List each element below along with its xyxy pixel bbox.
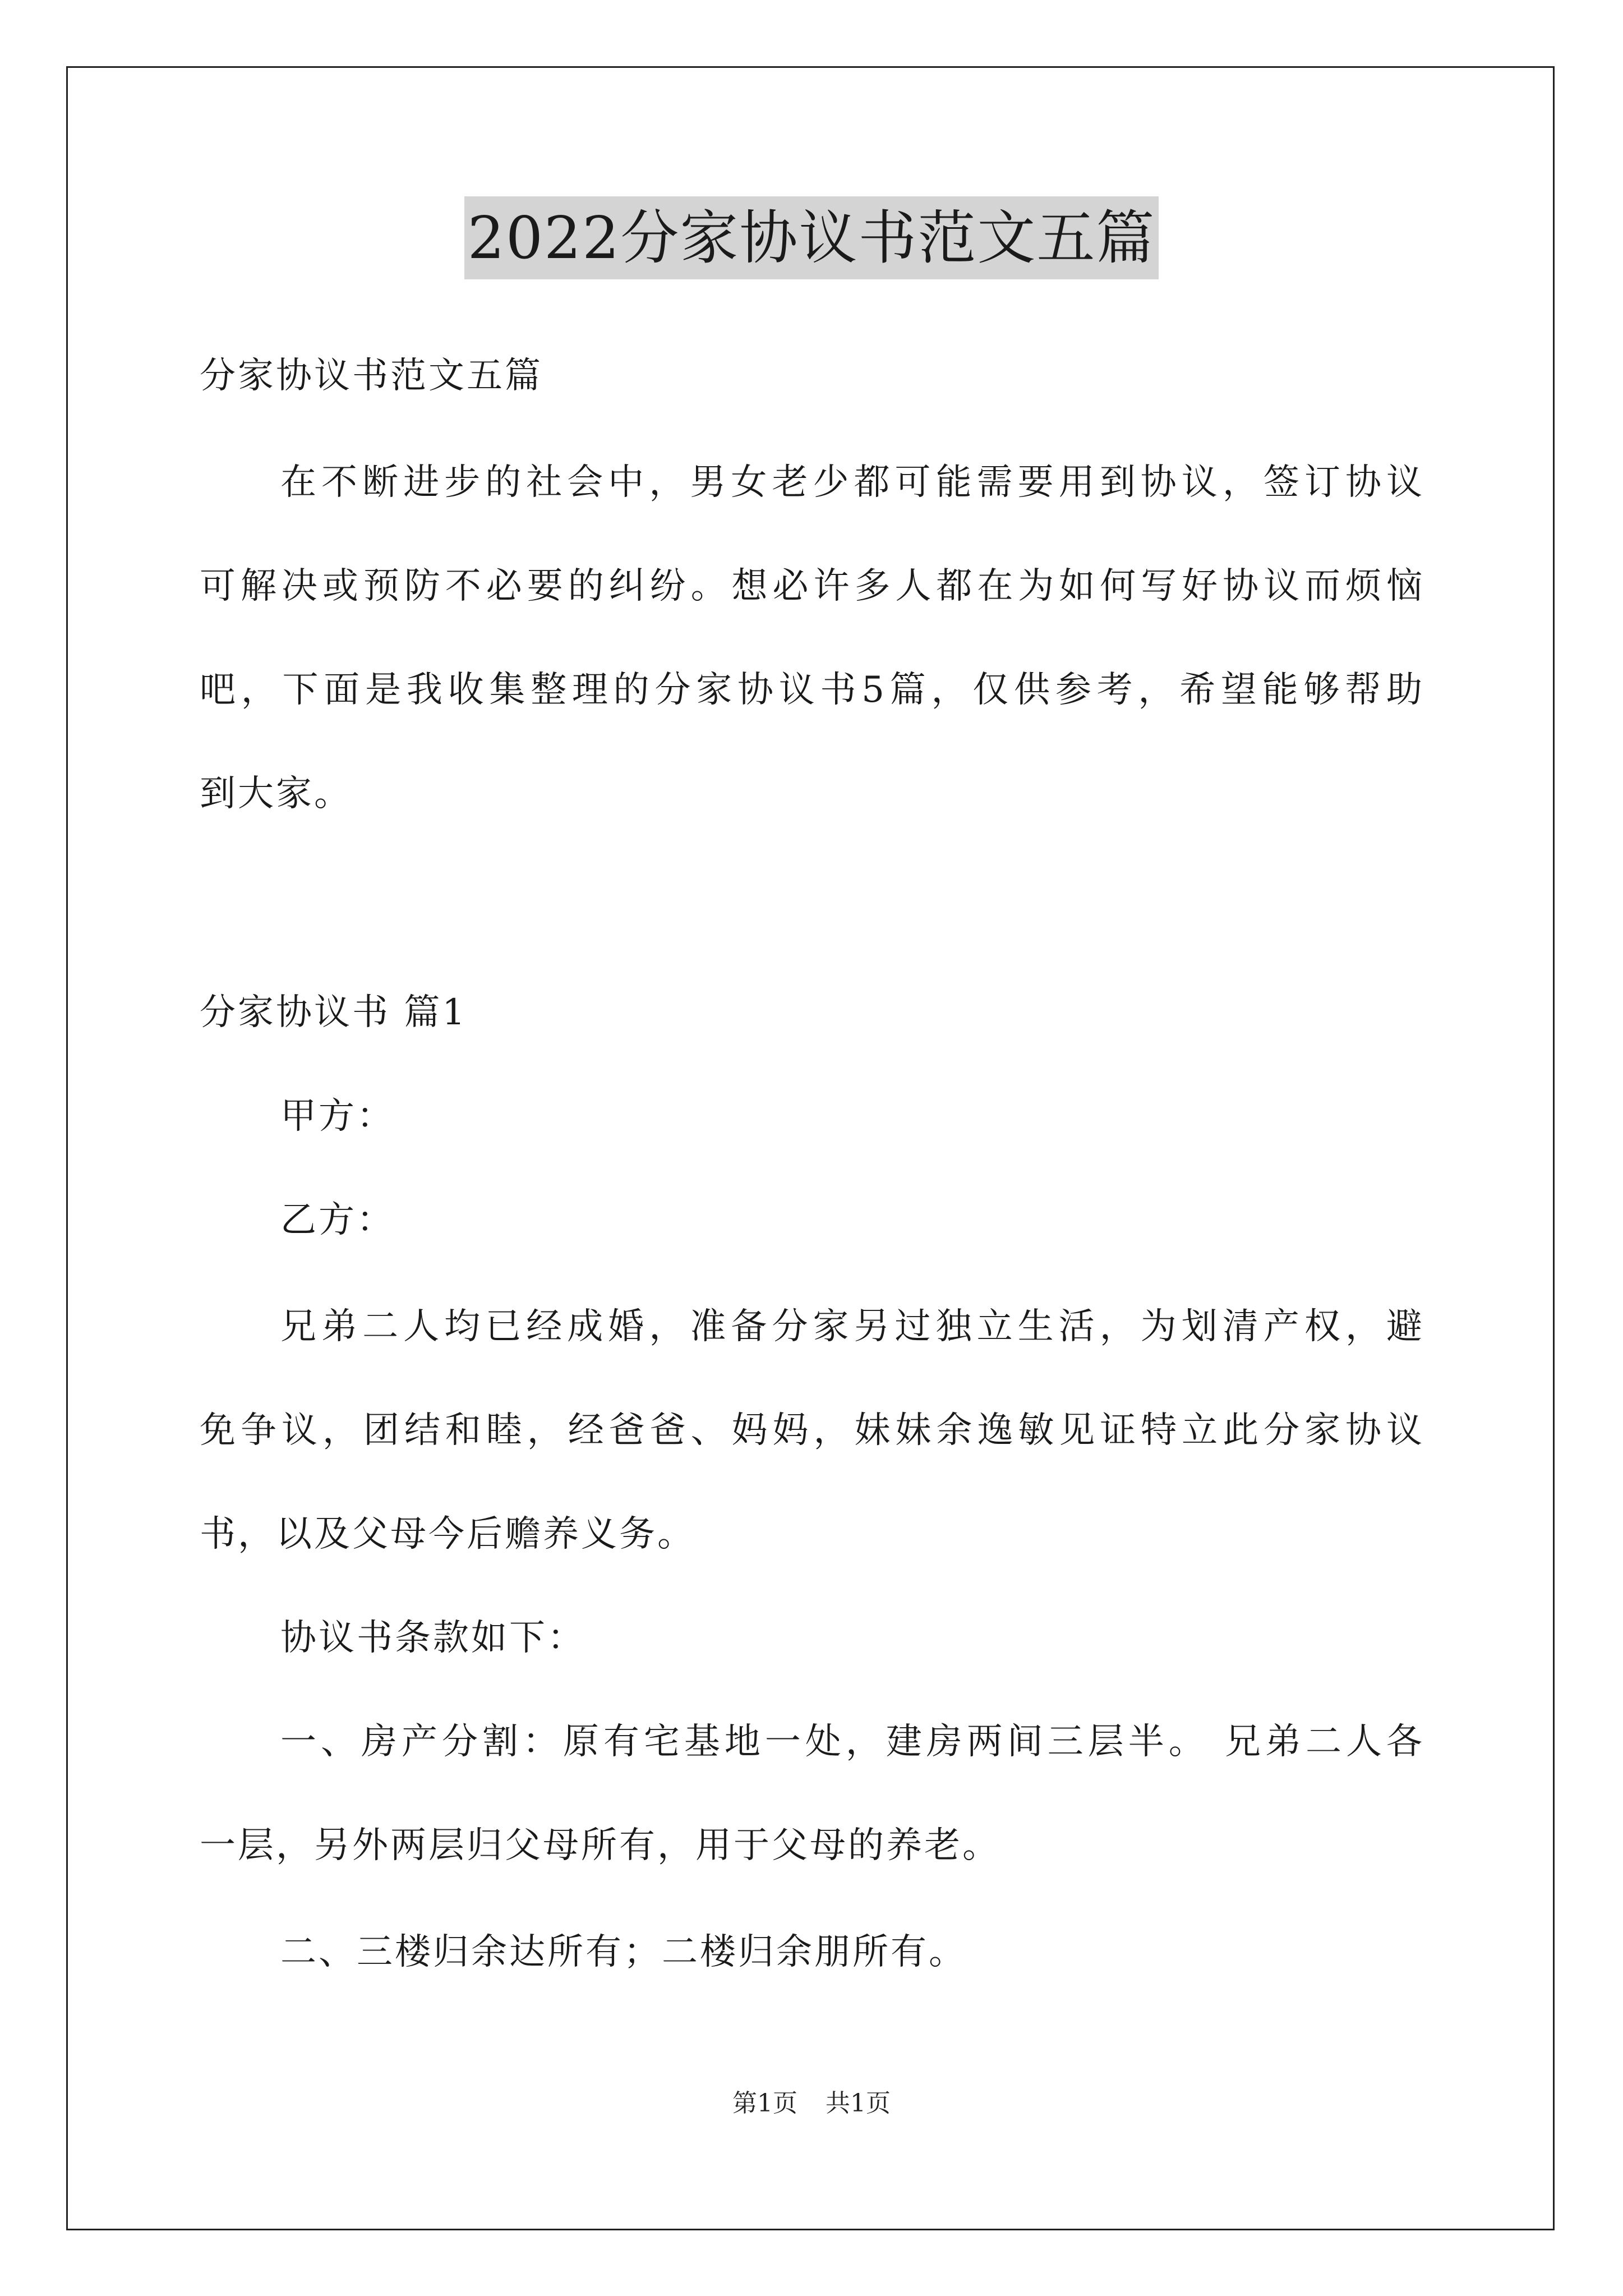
clause2-line: 二、三楼归余达所有；二楼归余朋所有。: [280, 1931, 967, 1973]
body-line-2: 免争议，团结和睦，经爸爸、妈妈，妹妹余逸敏见证特立此分家协议: [200, 1410, 1424, 1451]
title-container: [0, 196, 1623, 279]
intro-line-4: 到大家。: [200, 773, 352, 815]
terms-intro: 协议书条款如下：: [280, 1617, 585, 1659]
party-a-label: 甲方：: [280, 1096, 395, 1137]
page-number: 第1页: [732, 2089, 797, 2118]
page-footer: [0, 2087, 1623, 2120]
document-title: 2022分家协议书范文五篇: [464, 196, 1159, 279]
document-subtitle: 分家协议书范文五篇: [200, 355, 543, 397]
intro-line-1: 在不断进步的社会中，男女老少都可能需要用到协议，签订协议: [280, 462, 1424, 503]
page-total: 共1页: [826, 2089, 891, 2118]
body-line-1: 兄弟二人均已经成婚，准备分家另过独立生活，为划清产权，避: [280, 1306, 1424, 1347]
intro-line-2: 可解决或预防不必要的纠纷。想必许多人都在为如何写好协议而烦恼: [200, 565, 1424, 607]
party-b-label: 乙方：: [280, 1199, 395, 1241]
clause1-line-1: 一、房产分割：原有宅基地一处，建房两间三层半。 兄弟二人各: [280, 1721, 1424, 1763]
body-line-3: 书，以及父母今后赡养义务。: [200, 1513, 695, 1555]
clause1-line-2: 一层，另外两层归父母所有，用于父母的养老。: [200, 1825, 1000, 1866]
section-heading: 分家协议书 篇1: [200, 992, 468, 1033]
intro-line-3: 吧，下面是我收集整理的分家协议书5篇，仅供参考，希望能够帮助: [200, 669, 1424, 711]
